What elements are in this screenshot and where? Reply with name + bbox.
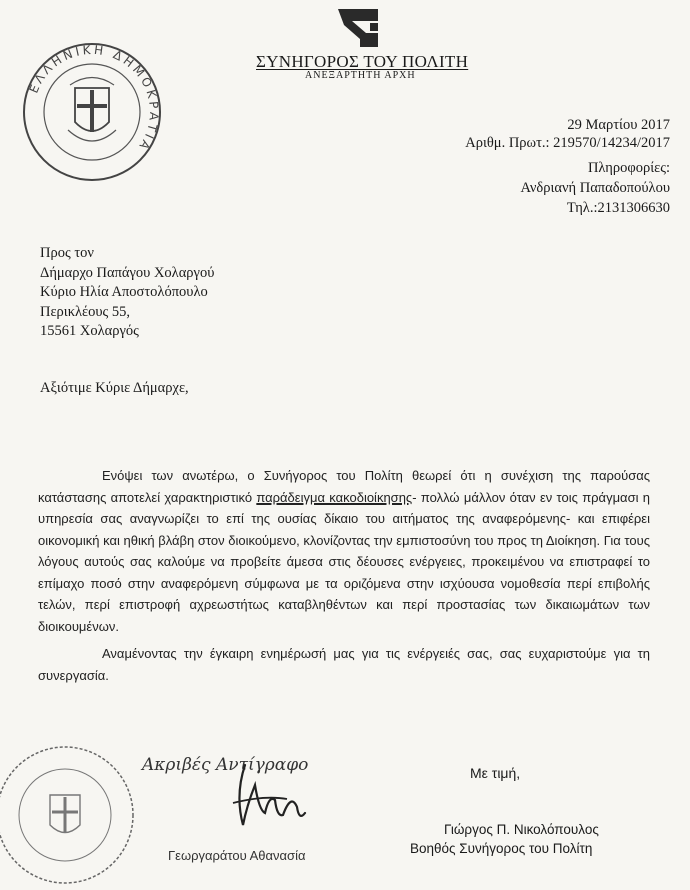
signature-icon xyxy=(225,755,320,840)
info-contact-name: Ανδριανή Παπαδοπούλου xyxy=(520,180,670,196)
recipient-line-5: 15561 Χολαργός xyxy=(40,323,139,339)
maladministration-phrase: παράδειγμα κακοδιοίκησης xyxy=(256,489,413,505)
seal-text: ΕΛΛΗΝΙΚΗ ΔΗΜΟΚΡΑΤΙΑ xyxy=(26,42,162,155)
greeting: Αξιότιμε Κύριε Δήμαρχε, xyxy=(40,380,189,396)
recipient-address xyxy=(40,244,214,342)
org-subtitle: ΑΝΕΞΑΡΤΗΤΗ ΑΡΧΗ xyxy=(305,70,416,81)
recipient-line-2: Δήμαρχο Παπάγου Χολαργού xyxy=(40,264,215,281)
signer-name: Γιώργος Π. Νικολόπουλος xyxy=(444,822,599,837)
letter-date: 29 Μαρτίου 2017 xyxy=(567,117,670,133)
closing-regards: Με τιμή, xyxy=(470,765,521,781)
copy-certifier-name: Γεωργαράτου Αθανασία xyxy=(168,848,306,863)
bottom-seal-stamp-icon xyxy=(0,740,140,890)
recipient-line-1: Προς τον xyxy=(40,245,94,261)
protocol-number: Αριθμ. Πρωτ.: 219570/14234/2017 xyxy=(465,135,670,151)
exact-copy-stamp: Ακριβές Αντίγραφο xyxy=(142,755,309,775)
body-paragraph-1: Ενόψει των ανωτέρω, ο Συνήγορος του Πολίτη θεωρεί ότι η συνέχιση της παρούσας κατάστασης αποτελεί χαρακτηριστικό παράδειγμα κακοδιοίκησης- πολλώ μάλλον όταν εν τοις πράγμασι η υπηρεσία σας αναγνωρίζει το επί της ουσίας δίκαιο του αιτήματος της αναφερόμενης- και επιφέρει οικονομική και ηθική βλάβη στον διοικούμενο, κλονίζοντας την εμπιστοσύνη του προς τη Διοίκηση. Για τους λόγους αυτούς σας καλούμε να προβείτε άμεσα στις δέουσες ενέργειες, προκειμένου να επιστραφεί το επίμαχο ποσό στην αναφερόμενη σύμφωνα με τα οριζόμενα στην ισχύουσα νομοθεσία περί επιβολής τελών, περί επιστροφή αχρεωστήτως καταβληθέντων και περί προστασίας των δικαιωμάτων των διοικουμένων. xyxy=(38,468,651,634)
recipient-line-3: Κύριο Ηλία Αποστολόπουλο xyxy=(40,284,208,300)
signer-role: Βοηθός Συνήγορος του Πολίτη xyxy=(410,841,593,856)
info-telephone: Τηλ.:2131306630 xyxy=(566,200,670,216)
ombudsman-logo-icon xyxy=(330,5,390,50)
info-label: Πληροφορίες: xyxy=(587,160,670,176)
org-name: ΣΥΝΗΓΟΡΟΣ ΤΟΥ ΠΟΛΙΤΗ xyxy=(256,52,469,71)
body-paragraph-2: Αναμένοντας την έγκαιρη ενημέρωσή μας για τις ενέργειές σας, σας ευχαριστούμε για τη συνεργασία. xyxy=(38,646,650,683)
recipient-line-4: Περικλέους 55, xyxy=(40,303,131,320)
seal-stamp-icon xyxy=(20,40,165,185)
letter-body xyxy=(38,465,650,686)
